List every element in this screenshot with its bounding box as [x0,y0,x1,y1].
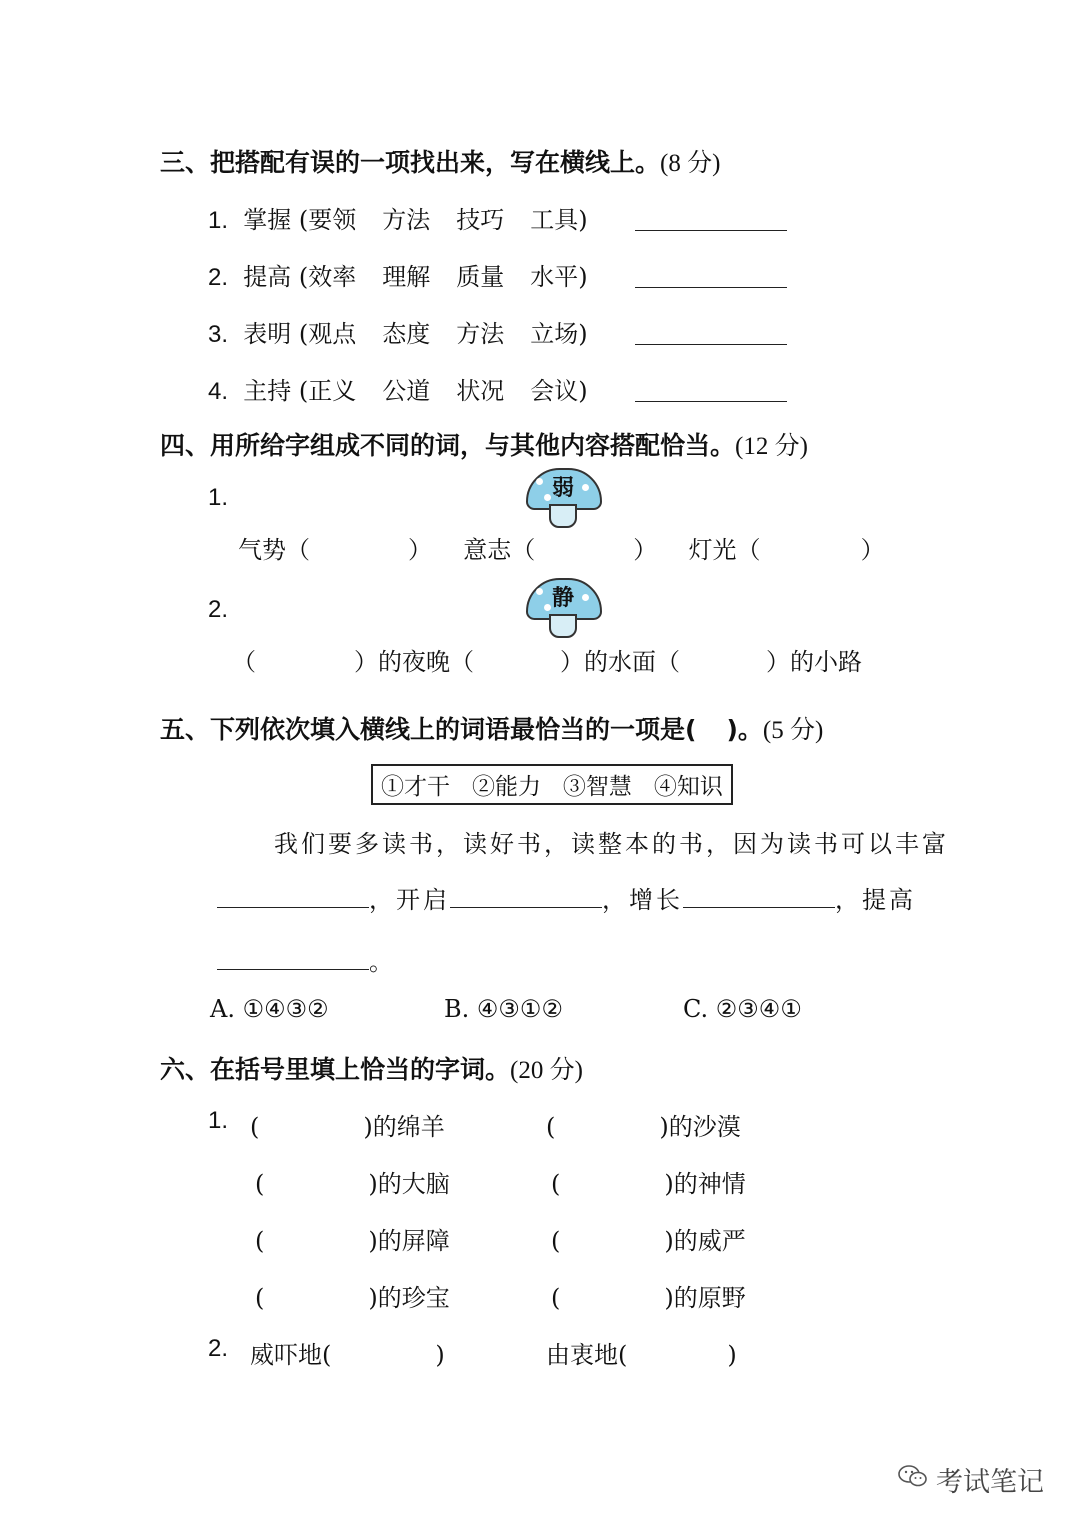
given-character-1: 弱 [551,475,574,501]
fill-blank-3[interactable] [683,885,835,908]
section-6-left-1: ( )的绵羊 [250,1113,445,1141]
section-6-right-3: ( )的威严 [551,1227,746,1255]
section-6-q2-item-2: 由衷地( ) [546,1341,737,1369]
section-6-left-4: ( )的珍宝 [255,1284,450,1312]
section-3-item-4: 4. 主持 (正义 公道 状况 会议) [208,377,588,405]
answer-line-1[interactable] [635,208,787,231]
section-5-heading: 五、下列依次填入横线上的词语最恰当的一项是( )。(5 分) [160,715,824,744]
sentence-line-3: 。 [217,942,393,977]
choice-c[interactable]: C. ②③④① [683,995,802,1023]
choice-a[interactable]: A. ①④③② [210,995,329,1023]
wechat-icon [898,1464,928,1488]
section-3-heading: 三、把搭配有误的一项找出来，写在横线上。(8 分) [160,148,721,177]
fill-blank-1[interactable] [217,885,369,908]
section-6-q2-item-1: 威吓地( ) [250,1341,445,1369]
section-6-q1-number: 1. [208,1107,229,1134]
section-6-left-2: ( )的大脑 [255,1170,450,1198]
section-4-q2-number: 2. [208,596,229,623]
section-3-item-2: 2. 提高 (效率 理解 质量 水平) [208,263,588,291]
fill-blank-2[interactable] [450,885,602,908]
section-4-q1-row: 气势（ ） 意志（ ） 灯光（ ） [238,536,885,564]
word-choices-box: ①才干 ②能力 ③智慧 ④知识 [371,764,733,805]
choice-b[interactable]: B. ④③①② [444,995,563,1023]
section-3-item-1: 1. 掌握 (要领 方法 技巧 工具) [208,206,588,234]
fill-blank-4[interactable] [217,947,369,970]
section-6-left-3: ( )的屏障 [255,1227,450,1255]
given-character-2: 静 [551,585,574,611]
mushroom-icon [524,468,604,528]
answer-line-3[interactable] [635,322,787,345]
answer-line-4[interactable] [635,379,787,402]
watermark-text: 考试笔记 [936,1467,1044,1498]
section-6-right-2: ( )的神情 [551,1170,746,1198]
section-6-q2-number: 2. [208,1335,229,1362]
mushroom-icon [524,578,604,638]
section-4-q1-number: 1. [208,484,229,511]
answer-line-2[interactable] [635,265,787,288]
section-4-q2-row: （ ）的夜晚（ ）的水面（ ）的小路 [232,648,862,676]
sentence-line-2: ，开启 ，增长 ，提高 [217,880,916,915]
section-4-heading: 四、用所给字组成不同的词，与其他内容搭配恰当。(12 分) [160,431,808,460]
section-6-right-4: ( )的原野 [551,1284,746,1312]
sentence-line-1: 我们要多读书，读好书，读整本的书，因为读书可以丰富 [274,830,949,858]
section-6-right-1: ( )的沙漠 [546,1113,741,1141]
section-3-item-3: 3. 表明 (观点 态度 方法 立场) [208,320,588,348]
section-6-heading: 六、在括号里填上恰当的字词。(20 分) [160,1055,583,1084]
